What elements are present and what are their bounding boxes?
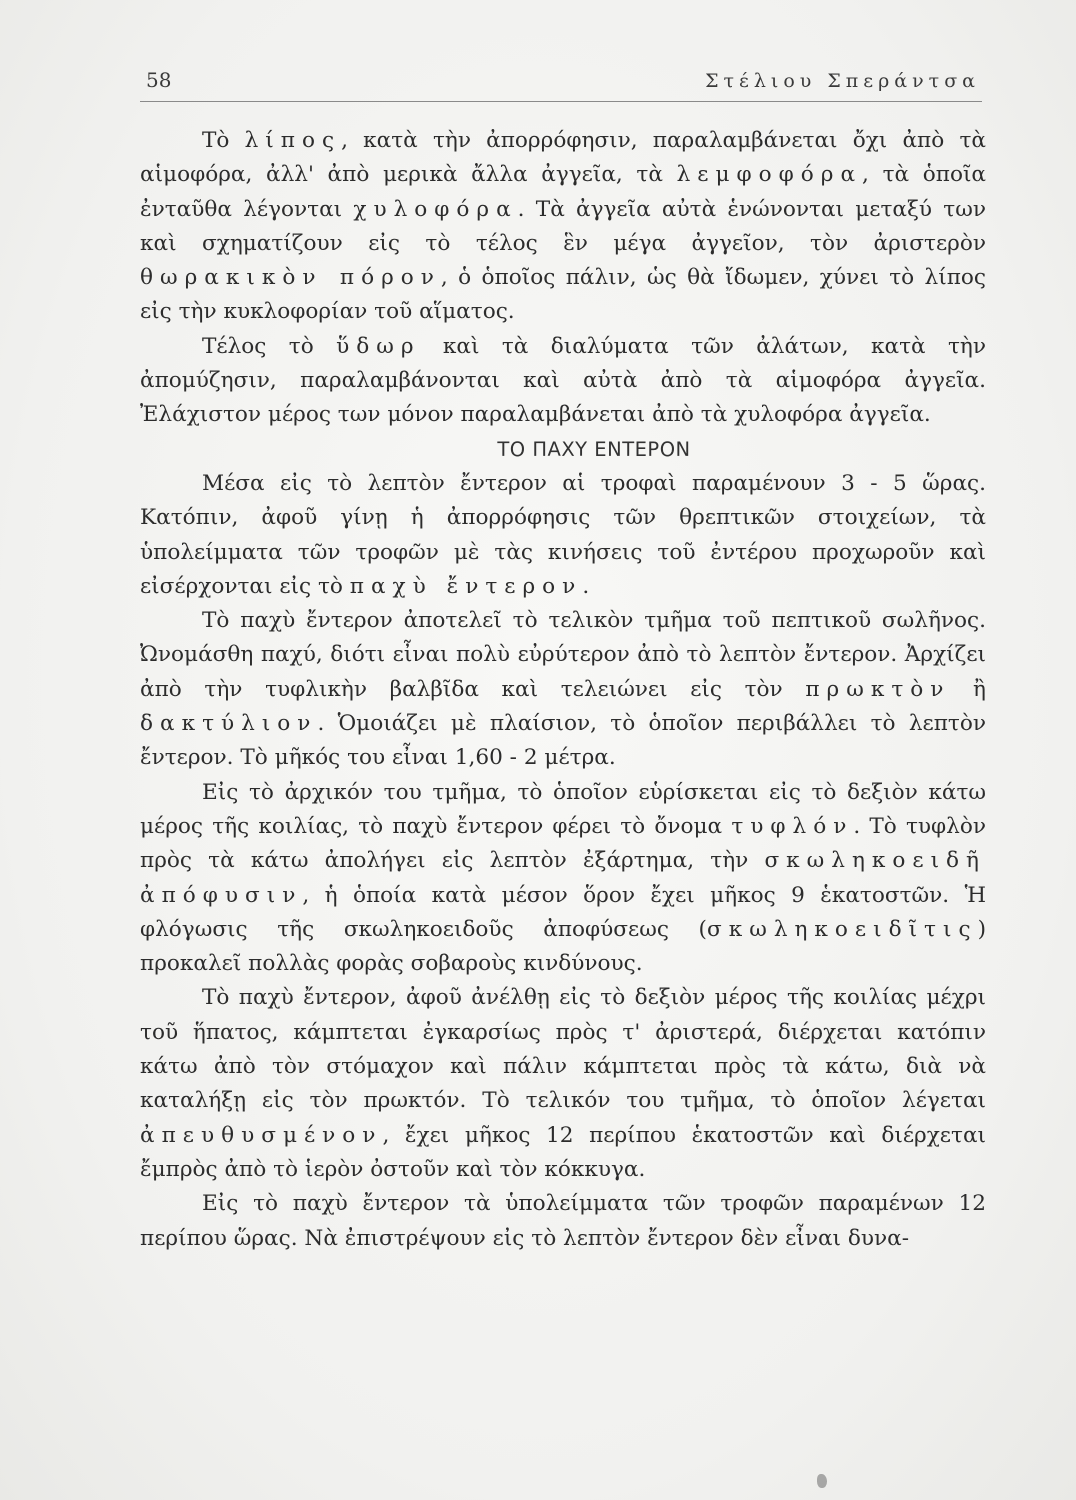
paragraph: Τὸ παχὺ ἔντερον ἀποτελεῖ τὸ τελικὸν τμῆμα τοῦ πεπτικοῦ σωλῆνος. Ὠνομάσθη παχύ, διότι εἶναι πολὺ εὐρύτερον ἀπὸ τὸ λεπτὸν ἔντερον. Ἀρχίζει ἀπὸ τὴν τυφλικὴν βαλβῖδα καὶ τελειώνει εἰς τὸν πρωκτὸν ἢ δακτύλιον. Ὁμοιάζει μὲ πλαίσιον, τὸ ὁποῖον περιβάλλει τὸ λεπτὸν ἔντερον. Τὸ μῆκός του εἶναι 1,60 - 2 μέτρα. [140,608,986,771]
paragraph: Τὸ παχὺ ἔντερον, ἀφοῦ ἀνέλθῃ εἰς τὸ δεξιὸν μέρος τῆς κοιλίας μέχρι τοῦ ἥπατος, κάμπτεται ἐγκαρσίως πρὸς τ' ἀριστερά, διέρχεται κατόπιν κάτω ἀπὸ τὸν στόμαχον καὶ πάλιν κάμπτεται πρὸς τὰ κάτω, διὰ νὰ καταλήξῃ εἰς τὸν πρωκτόν. Τὸ τελικόν του τμῆμα, τὸ ὁποῖον λέγεται ἀπευθυσμένον, ἔχει μῆκος 12 περίπου ἑκατοστῶν καὶ διέρχεται ἔμπρὸς ἀπὸ τὸ ἱερὸν ὀστοῦν καὶ τὸν κόκκυγα. [140,985,986,1182]
spaced-term: πρωκτὸν [805,676,951,702]
paragraph: Μέσα εἰς τὸ λεπτὸν ἔντερον αἱ τροφαὶ παραμένουν 3 - 5 ὥρας. Κατόπιν, ἀφοῦ γίνῃ ἡ ἀπορρόφησις τῶν θρεπτικῶν στοιχείων, τὰ ὑπολείμματα τῶν τροφῶν μὲ τὰς κινήσεις τοῦ ἐντέρου προχωροῦν καὶ εἰσέρχονται εἰς τὸ παχὺ ἔντερον. [140,470,986,599]
header-rule [140,101,982,102]
spaced-term: ὕδωρ [336,333,421,359]
spaced-term: παχὺ ἔντερον [349,573,583,599]
page-number: 58 [146,68,172,92]
section-heading: ΤΟ ΠΑΧΥ ΕΝΤΕΡΟΝ [497,437,691,461]
page-header [146,68,980,98]
spaced-term: χυλοφόρα [353,196,518,222]
paragraph: Εἰς τὸ ἀρχικόν του τμῆμα, τὸ ὁποῖον εὑρίσκεται εἰς τὸ δεξιὸν κάτω μέρος τῆς κοιλίας, τὸ παχὺ ἔντερον φέρει τὸ ὄνομα τυφλόν. Τὸ τυφλὸν πρὸς τὰ κάτω ἀπολήγει εἰς λεπτὸν ἐξάρτημα, τὴν σκωληκοειδῆ ἀπόφυσιν, ἡ ὁποία κατὰ μέσον ὅρον ἔχει μῆκος 9 ἑκατοστῶν. Ἡ φλόγωσις τῆς σκωληκοειδοῦς ἀποφύσεως (σκωληκοειδῖτις) προκαλεῖ πολλὰς φορὰς σοβαροὺς κινδύνους. [140,779,986,977]
spaced-term: ἀπευθυσμένον [140,1122,383,1148]
spaced-term: σκωληκοειδῖτις [706,916,978,942]
spaced-term: λεμφοφόρα [676,162,863,188]
paragraph: Τὸ λίπος, κατὰ τὴν ἀπορρόφησιν, παραλαμβάνεται ὄχι ἀπὸ τὰ αἱμοφόρα, ἀλλ' ἀπὸ μερικὰ ἄλλα ἀγγεῖα, τὰ λεμφοφόρα, τὰ ὁποῖα ἐνταῦθα λέγονται χυλοφόρα. Τὰ ἀγγεῖα αὐτὰ ἑνώνονται μεταξύ των καὶ σχηματίζουν εἰς τὸ τέλος ἓν μέγα ἀγγεῖον, τὸν ἀριστερὸν θωρακικὸν πόρον, ὁ ὁποῖος πάλιν, ὡς θὰ ἴδωμεν, χύνει τὸ λίπος εἰς τὴν κυκλοφορίαν τοῦ αἵματος. [140,128,986,325]
spaced-term: θωρακικὸν πόρον [140,265,441,291]
spaced-term: τυφλόν [731,813,854,839]
body-text [140,124,986,1256]
paragraph: Τέλος τὸ ὕδωρ καὶ τὰ διαλύματα τῶν ἀλάτων, κατὰ τὴν ἀπομύζησιν, παραλαμβάνονται καὶ αὐτὰ ἀπὸ τὰ αἱμοφόρα ἀγγεῖα. Ἐλάχιστον μέρος των μόνον παραλαμβάνεται ἀπὸ τὰ χυλοφόρα ἀγγεῖα. [140,333,986,428]
running-title: Στέλιου Σπεράντσα [705,70,980,92]
paragraph: Εἰς τὸ παχὺ ἔντερον τὰ ὑπολείμματα τῶν τροφῶν παραμένων 12 περίπου ὥρας. Νὰ ἐπιστρέψουν εἰς τὸ λεπτὸν ἔντερον δὲν εἶναι δυνα- [140,1191,986,1251]
ink-blot [817,1474,827,1488]
spaced-term: λίπος [244,128,342,153]
spaced-term: δακτύλιον [140,711,318,737]
spaced-term: σκωληκοειδῆ ἀπόφυσιν [140,848,986,908]
